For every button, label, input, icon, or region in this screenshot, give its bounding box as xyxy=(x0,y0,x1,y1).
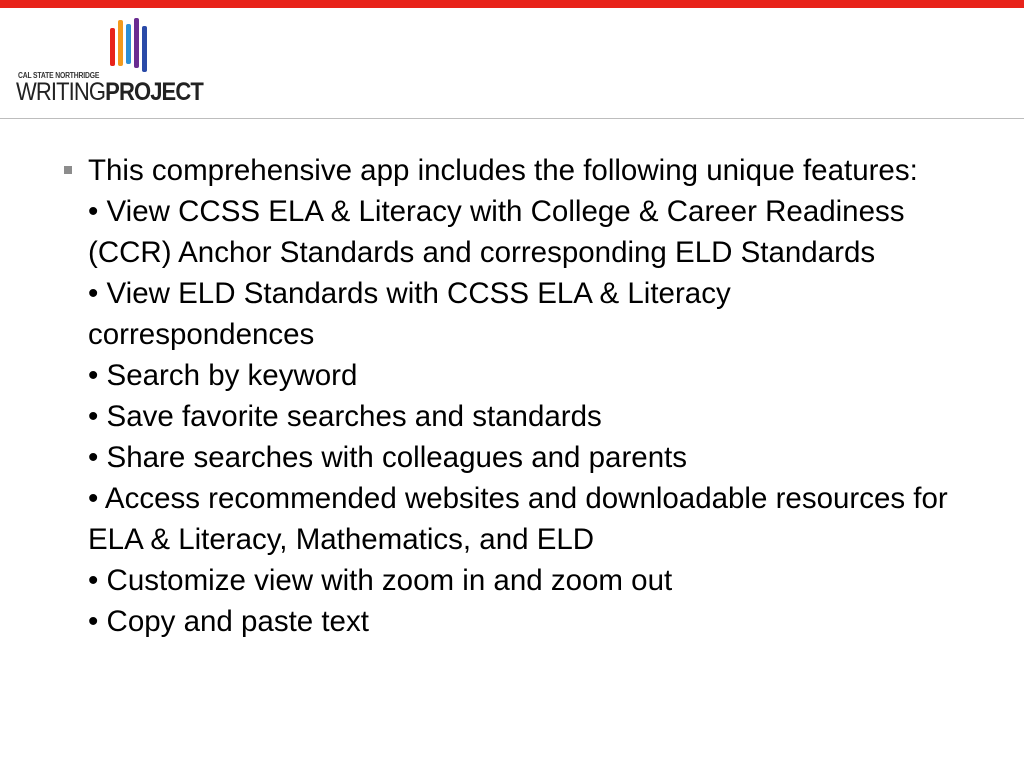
feature-line: • Save favorite searches and standards xyxy=(88,400,602,433)
feature-line: • Share searches with colleagues and parents xyxy=(88,441,688,474)
square-bullet-icon xyxy=(64,166,72,174)
feature-line: • View CCSS ELA & Literacy with College & Career Readiness (CCR) Anchor Standards and corresponding ELD Standards xyxy=(88,195,905,269)
feature-line: • View ELD Standards with CCSS ELA & Literacy correspondences xyxy=(88,277,731,351)
intro-text: This comprehensive app includes the following unique features: xyxy=(88,154,918,187)
logo-university-name: CAL STATE NORTHRIDGE xyxy=(18,71,100,80)
bullet-text xyxy=(88,150,948,642)
feature-line: • Copy and paste text xyxy=(88,605,369,638)
logo-program-name xyxy=(16,78,203,107)
logo-pencils-icon xyxy=(106,14,166,74)
logo xyxy=(16,14,216,114)
feature-line: • Customize view with zoom in and zoom out xyxy=(88,564,673,597)
slide-body xyxy=(60,150,960,642)
logo-word-project: PROJECT xyxy=(105,78,203,106)
feature-line: • Search by keyword xyxy=(88,359,358,392)
logo-word-writing: WRITING xyxy=(16,78,106,106)
header-divider xyxy=(0,118,1024,119)
feature-line: • Access recommended websites and downloadable resources for ELA & Literacy, Mathematics, and ELD xyxy=(88,482,948,556)
bullet-item xyxy=(60,150,960,642)
top-accent-bar xyxy=(0,0,1024,8)
